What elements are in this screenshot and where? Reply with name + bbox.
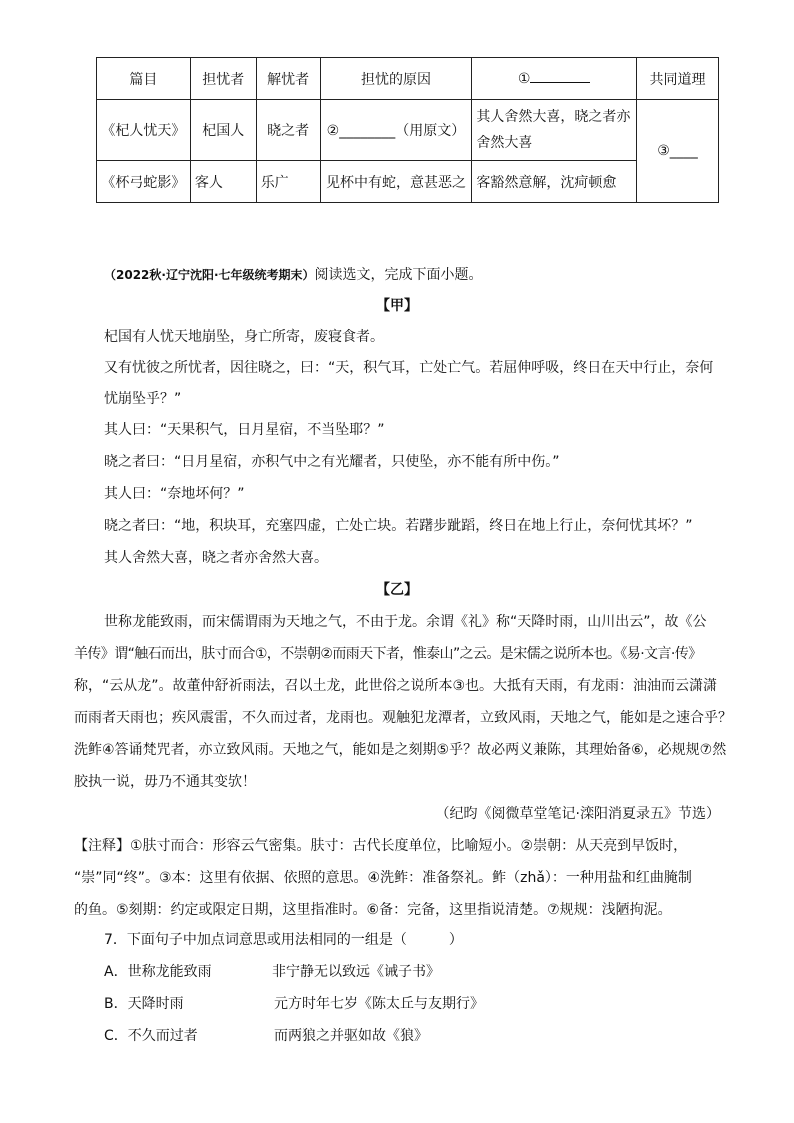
notes-line: 的鱼。⑤刻期：约定或限定日期，这里指准时。⑥备：完备，这里指说清楚。⑦规规：浅陋拘泥。 (74, 902, 672, 918)
passage-citation: （纪昀《阅微草堂笔记·滦阳消夏录五》节选） (435, 806, 720, 822)
table-cell: 客豁然意解，沈疴顿愈 (472, 161, 637, 203)
text-line: 世称龙能致雨，而宋儒谓雨为天地之气，不由于龙。余谓《礼》称“天降时雨，山川出云”，故《公 (104, 614, 707, 630)
table-cell: 其人舍然大喜，晓之者亦 舍然大喜 (472, 100, 637, 161)
section-title-yi: 【乙】 (376, 582, 418, 598)
table-row (97, 161, 719, 203)
option-b-label: B．天降时雨 (104, 996, 184, 1012)
passage-source-line (104, 265, 483, 285)
text-line: 其人舍然大喜，晓之者亦舍然大喜。 (104, 550, 328, 566)
option-c-reference: 而两狼之并驱如故《狼》 (274, 1028, 428, 1044)
text-line: 其人曰：“奈地坏何？” (104, 486, 245, 502)
text-line: 其人曰：“天果积气，日月星宿，不当坠耶？” (104, 422, 385, 438)
table-cell: 《杞人忧天》 (97, 100, 191, 161)
option-b-reference: 元方时年七岁《陈太丘与友期行》 (274, 996, 484, 1012)
option-a-reference: 非宁静无以致远《诫子书》 (272, 964, 440, 980)
table-cell: 乐广 (256, 161, 320, 203)
text-line: 羊传》谓“触石而出，肤寸而合①，不崇朝②而雨天下者，惟泰山”之云。是宋儒之说所本也。《易·文言·传》 (74, 646, 702, 662)
header-cell: 担忧者 (190, 58, 256, 100)
notes-line: 【注释】①肤寸而合：形容云气密集。肤寸：古代长度单位，比喻短小。②崇朝：从天亮到早饭时， (74, 838, 688, 854)
option-c-label: C．不久而过者 (104, 1028, 198, 1044)
header-cell: 解忧者 (256, 58, 320, 100)
table-cell: ②________（用原文） (320, 100, 472, 161)
text-line: 忧崩坠乎？” (104, 391, 182, 407)
table-header-row (97, 58, 719, 100)
table-cell: 客人 (190, 161, 256, 203)
question-stem: 7．下面句子中加点词意思或用法相同的一组是（ ） (104, 932, 463, 948)
text-line: 胶执一说，毋乃不通其变欤！ (74, 774, 256, 790)
notes-line: “崇”同“终”。③本：这里有依据、依照的意思。④洗鲊：准备祭礼。鲊（zhǎ）：一种用盐和红曲腌制 (74, 870, 692, 886)
source-label: （2022秋·辽宁沈阳·七年级统考期末） (104, 268, 315, 282)
text-line: 又有忧彼之所忧者，因往晓之，曰：“天，积气耳，亡处亡气。若屈伸呼吸，终日在天中行止，奈何 (104, 360, 714, 376)
header-cell: 篇目 (97, 58, 191, 100)
option-a-label: A．世称龙能致雨 (104, 964, 212, 980)
table-cell: 杞国人 (190, 100, 256, 161)
section-title-jia: 【甲】 (376, 298, 418, 314)
table-cell: 《杯弓蛇影》 (97, 161, 191, 203)
answer-blank (530, 81, 590, 83)
text-line: 洗鲊④答诵梵咒者，亦立致风雨。天地之气，能如是之刻期⑤乎？故必两义兼陈，其理始备⑥，必规规⑦然 (74, 742, 727, 758)
table-cell: 见杯中有蛇，意甚恶之 (320, 161, 472, 203)
text-line: 称，“云从龙”。故董仲舒祈雨法，召以土龙，此世俗之说所本③也。大抵有天雨，有龙雨：油油而云潇潇 (74, 678, 718, 694)
table-cell: 晓之者 (256, 100, 320, 161)
header-cell: 共同道理 (637, 58, 719, 100)
text-line: 晓之者曰：“地，积块耳，充塞四虚，亡处亡块。若躇步跐蹈，终日在地上行止，奈何忧其坏？” (104, 518, 693, 534)
header-cell-blank-1: ① (472, 58, 637, 100)
table-row (97, 100, 719, 161)
table-cell-common: ③____ (637, 100, 719, 203)
instruction: 阅读选文，完成下面小题。 (314, 267, 483, 283)
text-line: 晓之者曰：“日月星宿，亦积气中之有光耀者，只使坠，亦不能有所中伤。” (104, 454, 560, 470)
comparison-table (96, 57, 719, 203)
header-cell: 担忧的原因 (320, 58, 472, 100)
text-line: 而雨者天雨也；疾风震雷，不久而过者，龙雨也。观触犯龙潭者，立致风雨，天地之气，能如是之速合乎？ (74, 710, 732, 726)
text-line: 杞国有人忧天地崩坠，身亡所寄，废寝食者。 (104, 329, 384, 345)
